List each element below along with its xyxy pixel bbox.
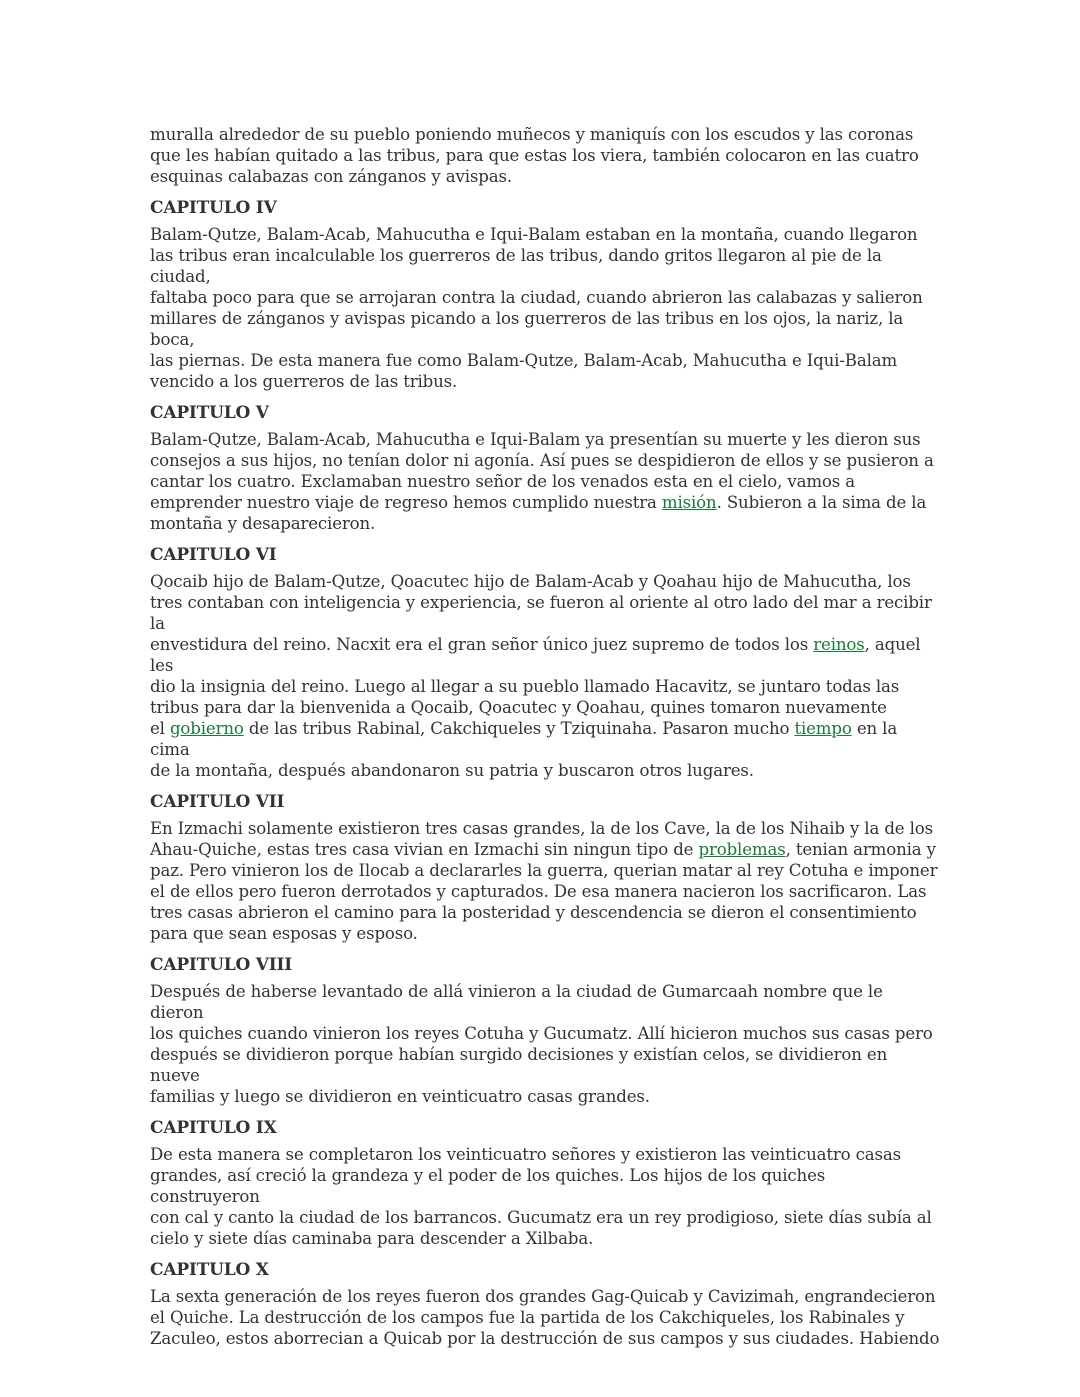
chapter-vi-paragraph <box>150 571 940 781</box>
text-line: con cal y canto la ciudad de los barrancos. Gucumatz era un rey prodigioso, siete días subía al <box>150 1208 932 1227</box>
text-line: tribus para dar la bienvenida a Qocaib, Qoacutec y Qoahau, quines tomaron nuevamente <box>150 698 887 717</box>
text-line: muralla alrededor de su pueblo poniendo muñecos y maniquís con los escudos y las coronas <box>150 125 914 144</box>
text-line: el de ellos pero fueron derrotados y capturados. De esa manera nacieron los sacrificaron. Las <box>150 882 927 901</box>
text-line: faltaba poco para que se arrojaran contra la ciudad, cuando abrieron las calabazas y salieron <box>150 288 923 307</box>
text-segment: en la cima <box>150 719 898 759</box>
text-line: La sexta generación de los reyes fueron dos grandes Gag-Quicab y Cavizimah, engrandecieron <box>150 1287 936 1306</box>
text-line <box>150 718 940 760</box>
text-line: familias y luego se dividieron en veinticuatro casas grandes. <box>150 1087 650 1106</box>
chapter-ix-paragraph <box>150 1144 940 1249</box>
text-line: cantar los cuatro. Exclamaban nuestro señor de los venados esta en el cielo, vamos a <box>150 472 855 491</box>
text-line: después se dividieron porque habían surgido decisiones y existían celos, se dividieron en nueve <box>150 1045 888 1085</box>
text-segment: , aquel les <box>150 635 921 675</box>
text-line <box>150 634 940 676</box>
text-line: de la montaña, después abandonaron su patria y buscaron otros lugares. <box>150 761 754 780</box>
chapter-heading-viii: CAPITULO VIII <box>150 955 293 975</box>
text-line: paz. Pero vinieron los de Ilocab a declararles la guerra, querian matar al rey Cotuha e imponer <box>150 861 938 880</box>
text-line: las tribus eran incalculable los guerreros de las tribus, dando gritos llegaron al pie de la ciudad, <box>150 246 882 286</box>
chapter-heading-ix: CAPITULO IX <box>150 1118 277 1138</box>
text-segment: . Subieron a la sima de la <box>716 493 927 512</box>
link-gobierno[interactable]: gobierno <box>169 719 244 738</box>
text-line: Balam-Qutze, Balam-Acab, Mahucutha e Iqui-Balam ya presentían su muerte y les dieron sus <box>150 430 921 449</box>
text-line: En Izmachi solamente existieron tres casas grandes, la de los Cave, la de los Nihaib y la de los <box>150 819 933 838</box>
text-segment: de las tribus Rabinal, Cakchiqueles y Tziquinaha. Pasaron mucho <box>243 719 795 738</box>
text-line: para que sean esposas y esposo. <box>150 924 418 943</box>
intro-paragraph <box>150 124 940 187</box>
chapter-heading-v: CAPITULO V <box>150 403 269 423</box>
text-line: los quiches cuando vinieron los reyes Cotuha y Gucumatz. Allí hicieron muchos sus casas pero <box>150 1024 933 1043</box>
text-line: consejos a sus hijos, no tenían dolor ni agonía. Así pues se despidieron de ellos y se pusieron a <box>150 451 934 470</box>
text-line: millares de zánganos y avispas picando a los guerreros de las tribus en los ojos, la nariz, la boca, <box>150 309 904 349</box>
text-line: que les habían quitado a las tribus, para que estas los viera, también colocaron en las cuatro <box>150 146 919 165</box>
text-line: el Quiche. La destrucción de los campos fue la partida de los Cakchiqueles, los Rabinales y <box>150 1308 905 1327</box>
text-line: Zaculeo, estos aborrecian a Quicab por la destrucción de sus campos y sus ciudades. Habiendo <box>150 1329 940 1348</box>
text-segment: el <box>150 719 170 738</box>
chapter-v-paragraph <box>150 429 940 534</box>
text-line: vencido a los guerreros de las tribus. <box>150 372 458 391</box>
chapter-heading-vii: CAPITULO VII <box>150 792 285 812</box>
document-page <box>150 124 940 1353</box>
link-mision[interactable]: misión <box>661 493 717 512</box>
text-segment: Ahau-Quiche, estas tres casa vivian en Izmachi sin ningun tipo de <box>150 840 699 859</box>
chapter-heading-vi: CAPITULO VI <box>150 545 277 565</box>
text-line: Después de haberse levantado de allá vinieron a la ciudad de Gumarcaah nombre que le dieron <box>150 982 883 1022</box>
text-line: tres contaban con inteligencia y experiencia, se fueron al oriente al otro lado del mar a recibir la <box>150 593 932 633</box>
text-line: esquinas calabazas con zánganos y avispas. <box>150 167 512 186</box>
chapter-viii-paragraph <box>150 981 940 1107</box>
text-line: Qocaib hijo de Balam-Qutze, Qoacutec hijo de Balam-Acab y Qoahau hijo de Mahucutha, los <box>150 572 911 591</box>
text-line <box>150 839 940 860</box>
text-line: montaña y desaparecieron. <box>150 514 376 533</box>
chapter-vii-paragraph <box>150 818 940 944</box>
chapter-heading-iv: CAPITULO IV <box>150 198 277 218</box>
text-segment: envestidura del reino. Nacxit era el gran señor único juez supremo de todos los <box>150 635 814 654</box>
text-line: las piernas. De esta manera fue como Balam-Qutze, Balam-Acab, Mahucutha e Iqui-Balam <box>150 351 898 370</box>
link-reinos[interactable]: reinos <box>813 635 865 654</box>
link-tiempo[interactable]: tiempo <box>794 719 852 738</box>
text-line: tres casas abrieron el camino para la posteridad y descendencia se dieron el consentimiento <box>150 903 917 922</box>
text-line: De esta manera se completaron los veinticuatro señores y existieron las veinticuatro casas <box>150 1145 902 1164</box>
text-line: dio la insignia del reino. Luego al llegar a su pueblo llamado Hacavitz, se juntaro todas las <box>150 677 900 696</box>
link-problemas[interactable]: problemas <box>698 840 786 859</box>
text-segment: , tenian armonia y <box>785 840 936 859</box>
text-line <box>150 492 940 513</box>
text-line: Balam-Qutze, Balam-Acab, Mahucutha e Iqui-Balam estaban en la montaña, cuando llegaron <box>150 225 918 244</box>
text-line: cielo y siete días caminaba para descender a Xilbaba. <box>150 1229 594 1248</box>
chapter-iv-paragraph <box>150 224 940 392</box>
text-line: grandes, así creció la grandeza y el poder de los quiches. Los hijos de los quiches construyeron <box>150 1166 826 1206</box>
chapter-x-paragraph <box>150 1286 940 1349</box>
text-segment: emprender nuestro viaje de regreso hemos cumplido nuestra <box>150 493 662 512</box>
chapter-heading-x: CAPITULO X <box>150 1260 269 1280</box>
